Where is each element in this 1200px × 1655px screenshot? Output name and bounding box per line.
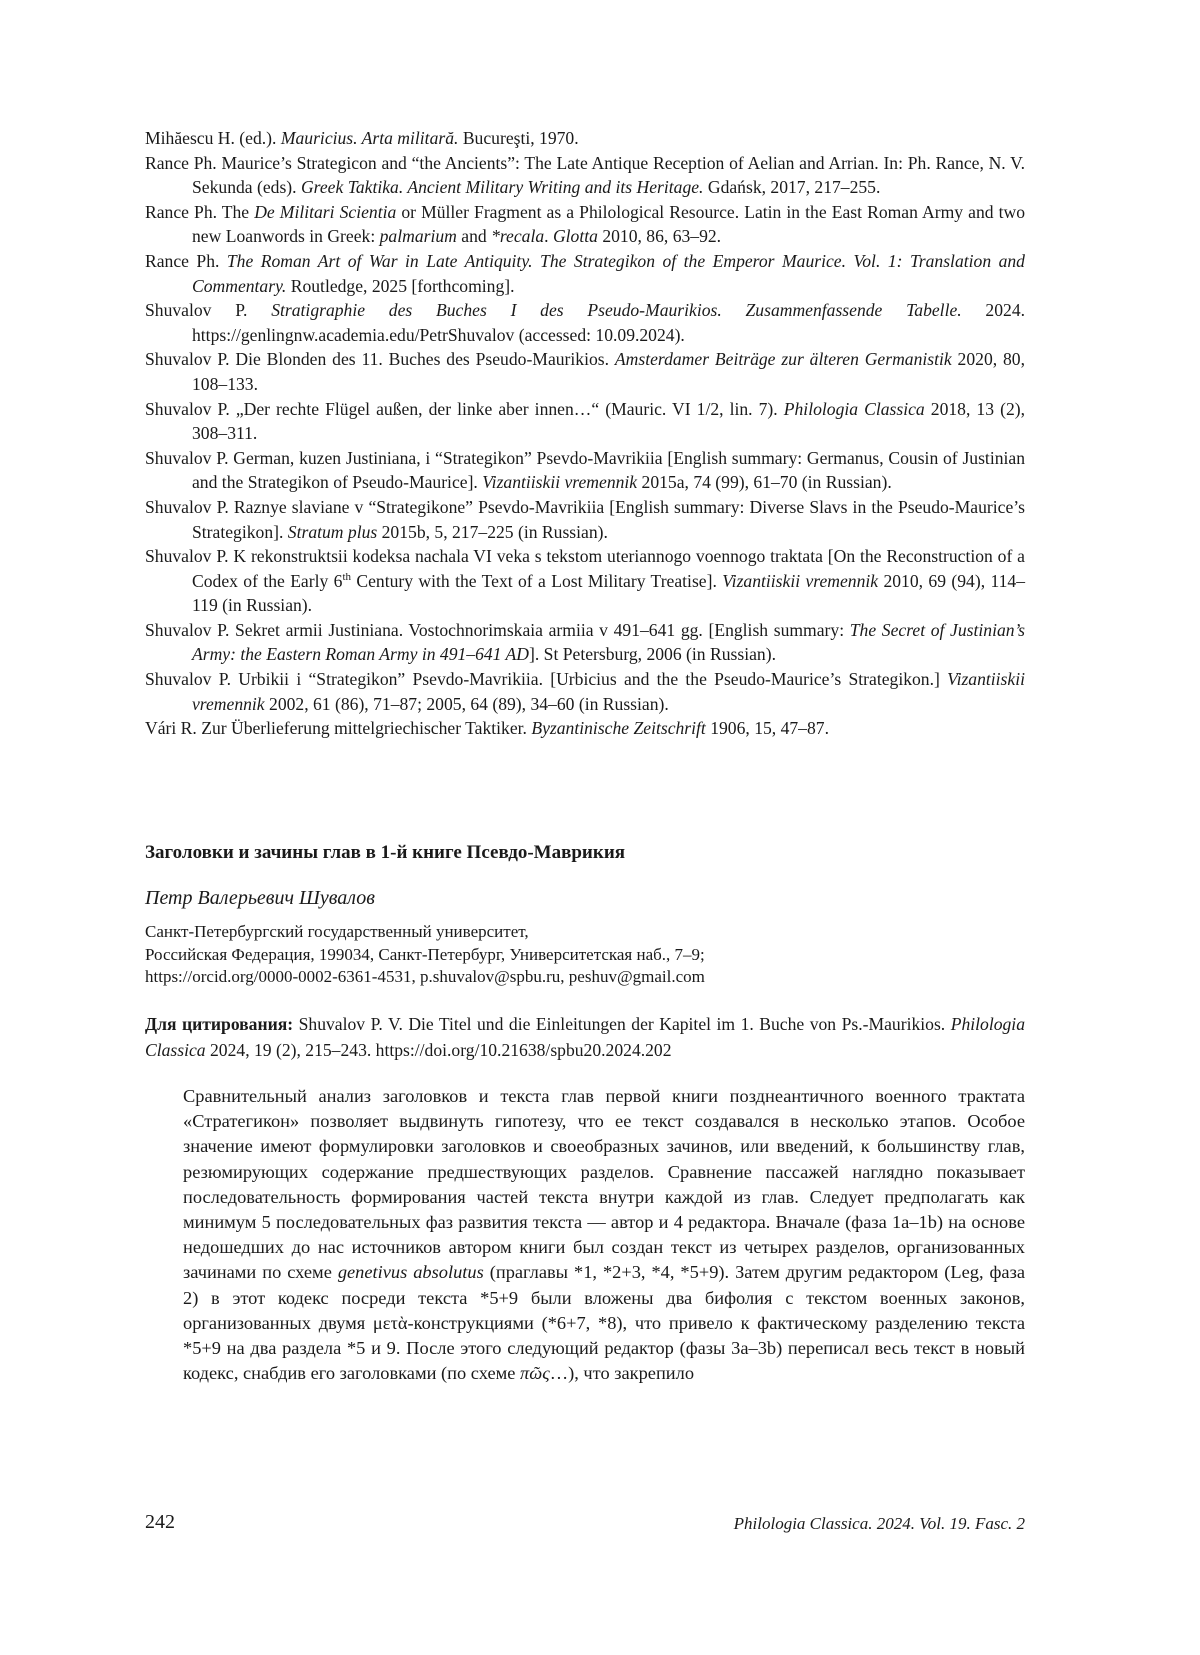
text-run: Greek Taktika. Ancient Military Writing and its Heritage. (300, 177, 704, 198)
text-run: th (342, 570, 352, 583)
text-run: Shuvalov P. Raznye slaviane v “Strategikone” Psevdo-Mavrikiia [English summary: Diverse Slavs in the Pseudo-Maurice’s Strategikon]. (145, 496, 1025, 542)
text-run: Routledge, 2025 [forthcoming]. (286, 275, 515, 296)
text-run: Stratum plus (287, 521, 378, 542)
reference-entry (145, 716, 1025, 741)
text-run: Shuvalov P. Sekret armii Justiniana. Vostochnorimskaia armiia v 491–641 gg. [English summary: (145, 619, 850, 640)
affiliation-line: Санкт-Петербургский государственный университет, (145, 922, 529, 941)
text-run: De Militari Scientia (254, 201, 397, 222)
reference-entry (145, 618, 1025, 667)
reference-entry (145, 126, 1025, 151)
text-run: Shuvalov P. Urbikii i “Strategikon” Psevdo-Mavrikiia. [Urbicius and the the Pseudo-Maurice’s Strategikon.] (145, 669, 948, 690)
text-run: Для цитирования: (145, 1014, 294, 1034)
text-run: 2015b, 5, 217–225 (in Russian). (377, 521, 608, 542)
reference-entry (145, 298, 1025, 347)
text-run: genetivus absolutus (337, 1262, 484, 1283)
author-affiliation (145, 921, 1025, 989)
text-run: 2002, 61 (86), 71–87; 2005, 64 (89), 34–60 (in Russian). (264, 693, 669, 714)
page-number: 242 (145, 1511, 175, 1533)
text-run: 2020, 80, 108–133. (192, 349, 1025, 394)
affiliation-line: https://orcid.org/0000-0002-6361-4531, p.shuvalov@spbu.ru, peshuv@gmail.com (145, 967, 705, 986)
text-run: Vizantiiskii vremennik (722, 570, 879, 591)
reference-list (145, 126, 1025, 741)
text-run: Shuvalov P. „Der rechte Flügel außen, der linke aber innen…“ (Mauric. VI 1/2, lin. 7). (145, 398, 784, 419)
text-run: …), что закрепило (549, 1363, 695, 1384)
text-run: Stratigraphie des Buches I des Pseudo-Maurikios. Zusammenfassende Tabelle. (271, 300, 962, 321)
text-run: Rance Ph. The (145, 201, 255, 222)
text-run: Amsterdamer Beiträge zur älteren Germanistik (614, 349, 952, 370)
text-run: The Roman Art of War in Late Antiquity. The Strategikon of the Emperor Maurice. Vol. 1: Translation and Commentary. (192, 250, 1025, 296)
article-author: Петр Валерьевич Шувалов (145, 887, 375, 909)
abstract (183, 1084, 1025, 1386)
text-run: 2010, 86, 63–92. (597, 226, 722, 247)
reference-entry (145, 446, 1025, 495)
text-run: and (456, 226, 492, 247)
text-run: Century with the Text of a Lost Military Treatise]. (351, 570, 723, 591)
text-run: πῶς (520, 1363, 550, 1384)
journal-footer: Philologia Classica. 2024. Vol. 19. Fasc. 2 (733, 1514, 1025, 1533)
text-run: Vizantiiskii vremennik (482, 472, 638, 493)
text-run: 2024. https://genlingnw.academia.edu/PetrShuvalov (accessed: 10.09.2024). (192, 300, 1026, 345)
reference-entry (145, 495, 1025, 544)
text-run: Shuvalov P. V. Die Titel und die Einleitungen der Kapitel im 1. Buche von Ps.-Maurikios. (293, 1014, 951, 1034)
text-run: 2024, 19 (2), 215–243. https://doi.org/10.21638/spbu20.2024.202 (205, 1039, 672, 1060)
text-run: Сравнительный анализ заголовков и текста глав первой книги позднеантичного военного трактата «Стратегикон» позволяет выдвинуть гипотезу, что ее текст создавался в несколько этапов. Особое значение имеют формулировки заголовков и своеобразных зачинов, или введений, к большинству глав, резюмирующих содержание предшествующих разделов. Сравнение пассажей наглядно показывает последовательность формирования частей текста внутри каждой из глав. Следует предполагать как минимум 5 последовательных фаз развития текста — автор и 4 редактора. Вначале (фаза 1a–1b) на основе недошедших до нас источников автором книги был создан текст из четырех разделов, организованных зачинами по схеме (183, 1086, 1025, 1283)
text-run: (праглавы *1, *2+3, *4, *5+9). Затем другим редактором (Leg, фаза 2) в этот кодекс посреди текста *5+9 были вложены два бифолия с текстом военных законов, организованных двумя μετὰ-конструкциями (*6+7, *8), что привело к фактическому разделению текста *5+9 на два раздела *5 и 9. После этого следующий редактор (фазы 3a–3b) переписал весь текст в новый кодекс, снабдив его заголовками (по схеме (183, 1262, 1026, 1384)
reference-entry (145, 397, 1025, 446)
text-run: Bucureşti, 1970. (458, 128, 579, 148)
article-title: Заголовки и зачины глав в 1-й книге Псевдо-Маврикия (145, 842, 626, 863)
reference-entry (145, 544, 1025, 618)
reference-entry (145, 200, 1025, 249)
text-run: Byzantinische Zeitschrift (531, 718, 706, 739)
reference-entry (145, 667, 1025, 716)
text-run: *recala (491, 226, 545, 247)
text-run: 2015a, 74 (99), 61–70 (in Russian). (637, 472, 892, 493)
text-run: Shuvalov P. (145, 300, 272, 321)
text-run: Glotta (552, 226, 598, 247)
text-run: Gdańsk, 2017, 217–255. (703, 177, 881, 198)
reference-entry (145, 249, 1025, 298)
text-run: . (544, 226, 553, 247)
affiliation-line: Российская Федерация, 199034, Санкт-Петербург, Университетская наб., 7–9; (145, 944, 705, 964)
text-run: 1906, 15, 47–87. (705, 718, 829, 739)
text-run: or Müller Fragment as a Philological Resource. Latin in the East Roman Army and two new Loanwords in Greek: (192, 201, 1025, 247)
text-run: palmarium (379, 226, 457, 247)
text-run: Rance Ph. Maurice’s Strategicon and “the Ancients”: The Late Antique Reception of Aelian and Arrian. In: Ph. Rance, N. V. Sekunda (eds). (145, 152, 1025, 198)
text-run: ]. St Petersburg, 2006 (in Russian). (529, 644, 776, 665)
text-run: Philologia Classica (145, 1014, 1025, 1060)
text-run: The Secret of Justinian’s Army: the Eastern Roman Army in 491–641 AD (192, 619, 1025, 665)
reference-entry (145, 347, 1025, 396)
text-run: Rance Ph. (145, 250, 227, 271)
text-run: 2010, 69 (94), 114–119 (in Russian). (192, 570, 1025, 616)
text-run: Vizantiiskii vremennik (192, 669, 1025, 714)
text-run: Mihăescu H. (ed.). (145, 128, 281, 148)
text-run: Philologia Classica (783, 398, 925, 419)
text-run: Vári R. Zur Überlieferung mittelgriechischer Taktiker. (145, 718, 532, 739)
text-run: Shuvalov P. K rekonstruktsii kodeksa nachala VI veka s tekstom uteriannogo voennogo traktata [On the Reconstruction of a Codex of the Early 6 (145, 546, 1025, 591)
citation-note (145, 1012, 1025, 1063)
text-run: Mauricius. Arta militară. (280, 128, 459, 148)
text-run: Shuvalov P. German, kuzen Justiniana, i “Strategikon” Psevdo-Mavrikiia [English summary: Germanus, Cousin of Justinian and the Strategikon of Pseudo-Maurice]. (145, 447, 1025, 493)
reference-entry (145, 151, 1025, 200)
text-run: Shuvalov P. Die Blonden des 11. Buches des Pseudo-Maurikios. (145, 349, 615, 370)
text-run: 2018, 13 (2), 308–311. (192, 398, 1025, 444)
